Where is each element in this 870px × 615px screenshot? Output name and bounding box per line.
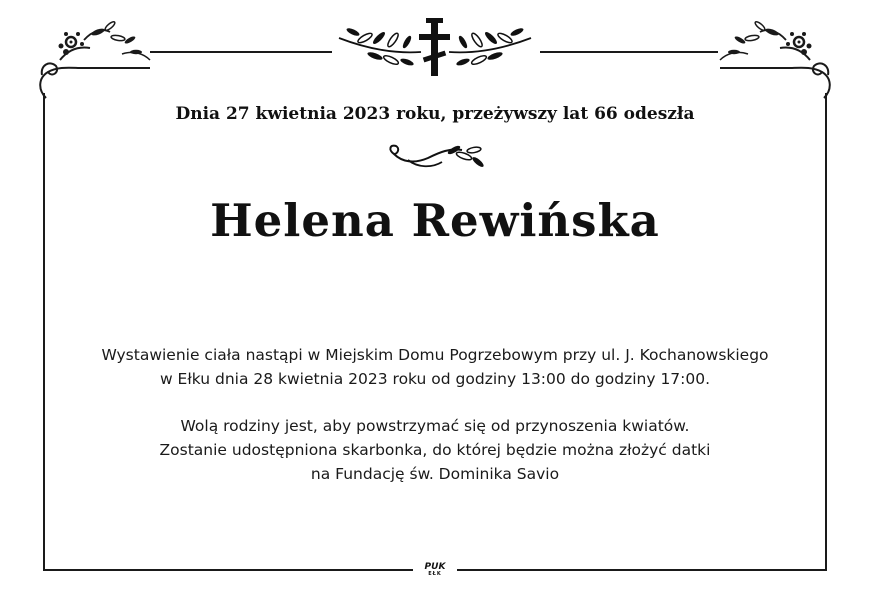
logo-main-text: PUK xyxy=(424,562,446,572)
family-wish-line: Zostanie udostępniona skarbonka, do której będzie można złożyć datki xyxy=(159,441,711,459)
floral-corner-left-icon xyxy=(38,20,158,90)
viewing-line: Wystawienie ciała nastąpi w Miejskim Domu Pogrzebowym przy ul. J. Kochanowskiego xyxy=(101,346,769,364)
viewing-info xyxy=(40,343,830,391)
intro-line: Dnia 27 kwietnia 2023 roku, przeżywszy lat 66 odeszła xyxy=(175,104,695,124)
floral-corner-right-icon xyxy=(712,20,832,90)
puk-logo xyxy=(417,563,453,577)
leaf-swirl-divider-icon xyxy=(384,140,488,174)
deceased-name: Helena Rewińska xyxy=(210,194,660,247)
viewing-line: w Ełku dnia 28 kwietnia 2023 roku od godziny 13:00 do godziny 17:00. xyxy=(159,370,711,388)
family-wish-line: Wolą rodziny jest, aby powstrzymać się od przynoszenia kwiatów. xyxy=(180,417,690,435)
orthodox-cross-icon xyxy=(335,14,535,80)
frame-bottom-border-left xyxy=(43,569,413,571)
top-rule-right xyxy=(540,51,718,53)
frame-bottom-border-right xyxy=(457,569,827,571)
frame-right-border xyxy=(825,93,827,570)
frame-left-border xyxy=(43,93,45,570)
family-wish-line: na Fundację św. Dominika Savio xyxy=(310,465,560,483)
family-wish xyxy=(40,414,830,486)
logo-sub-text: EŁK xyxy=(428,571,442,577)
top-rule-left xyxy=(150,51,332,53)
